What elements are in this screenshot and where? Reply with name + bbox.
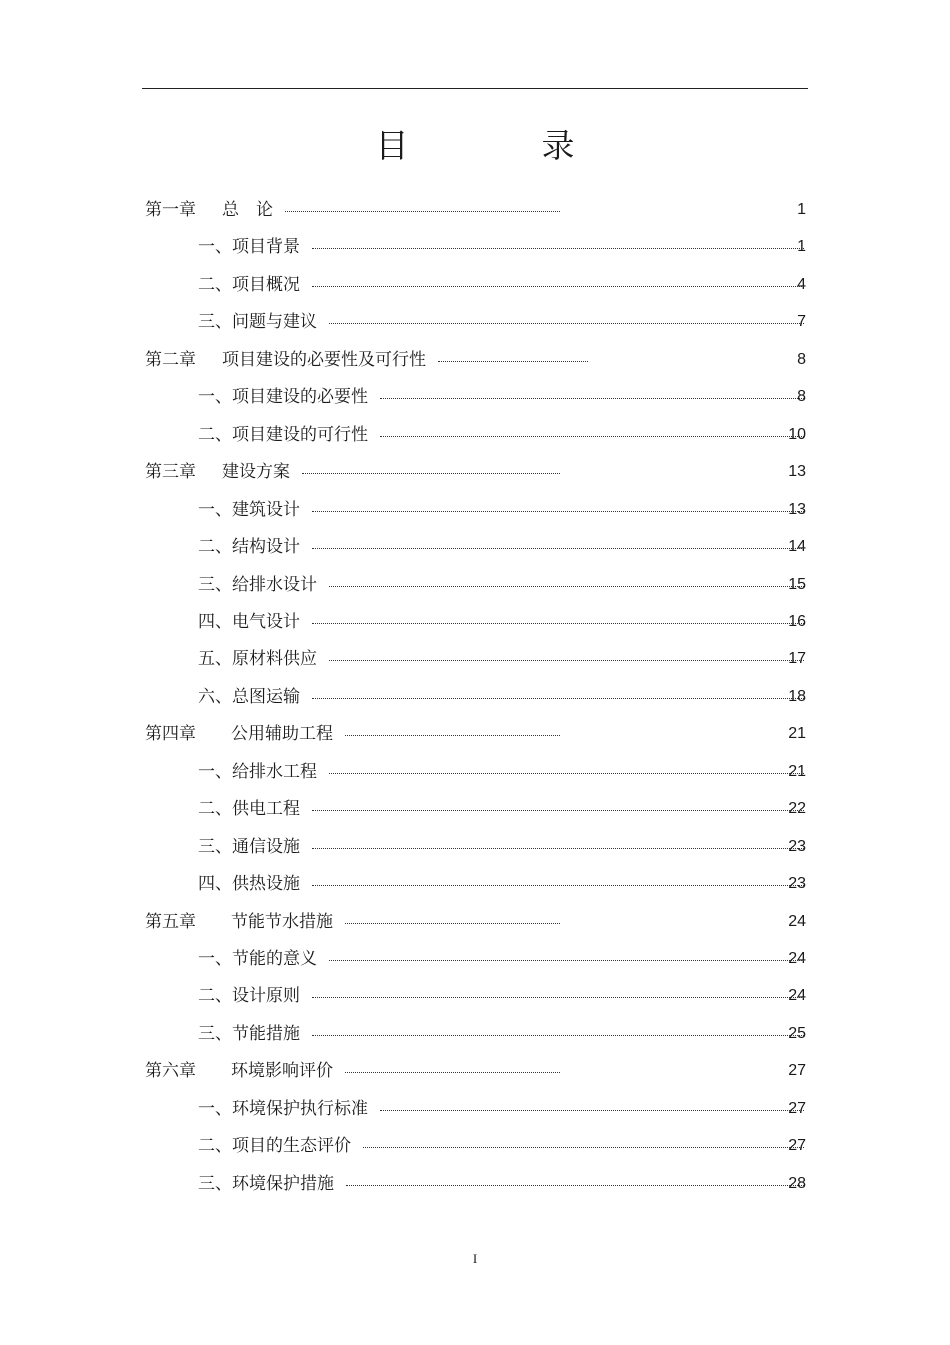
toc-entry-title: 三、节能措施 [198,1024,300,1044]
toc-page-number: 27 [788,1100,806,1117]
toc-section-entry[interactable] [0,498,950,522]
toc-dot-leader [380,1110,804,1111]
toc-section-entry[interactable] [0,573,950,597]
toc-dot-leader [329,586,804,587]
toc-chapter-number: 第六章 [145,1061,196,1081]
toc-entry-title: 三、问题与建议 [198,312,317,332]
toc-dot-leader [345,1072,560,1073]
toc-entry-title: 一、项目背景 [198,237,300,257]
toc-page-number: 24 [788,950,806,967]
toc-dot-leader [312,1035,804,1036]
toc-section-entry[interactable] [0,947,950,971]
toc-chapter-entry[interactable] [0,198,950,222]
toc-section-entry[interactable] [0,984,950,1008]
toc-entry-title: 二、项目的生态评价 [198,1136,351,1156]
toc-entry-title: 一、节能的意义 [198,949,317,969]
page-number: I [472,1251,478,1266]
toc-dot-leader [329,323,804,324]
toc-chapter-number: 第一章 [145,200,196,220]
toc-dot-leader [345,923,560,924]
toc-entry-title: 三、给排水设计 [198,575,317,595]
toc-chapter-entry[interactable] [0,910,950,934]
toc-section-entry[interactable] [0,797,950,821]
toc-section-entry[interactable] [0,610,950,634]
toc-dot-leader [438,361,588,362]
toc-dot-leader [346,1185,804,1186]
toc-dot-leader [312,548,804,549]
toc-entry-title: 四、供热设施 [198,874,300,894]
toc-chapter-entry[interactable] [0,348,950,372]
toc-section-entry[interactable] [0,385,950,409]
toc-entry-title: 五、原材料供应 [198,649,317,669]
toc-dot-leader [312,286,804,287]
toc-page-number: 21 [788,763,806,780]
toc-dot-leader [312,698,804,699]
toc-chapter-number: 第三章 [145,462,196,482]
toc-section-entry[interactable] [0,760,950,784]
toc-chapter-entry[interactable] [0,722,950,746]
toc-page-number: 8 [797,388,806,405]
toc-section-entry[interactable] [0,1022,950,1046]
toc-entry-title: 建设方案 [222,462,290,482]
toc-section-entry[interactable] [0,1172,950,1196]
toc-dot-leader [312,810,804,811]
toc-section-entry[interactable] [0,423,950,447]
toc-page-number: 14 [788,538,806,555]
toc-page-number: 24 [788,987,806,1004]
toc-entry-title: 四、电气设计 [198,612,300,632]
toc-entry-title: 总 论 [222,200,273,220]
toc-entry-title: 二、项目建设的可行性 [198,425,368,445]
toc-dot-leader [380,398,804,399]
toc-page-number: 17 [788,650,806,667]
toc-section-entry[interactable] [0,872,950,896]
toc-page-number: 15 [788,576,806,593]
toc-entry-title: 项目建设的必要性及可行性 [222,350,426,370]
toc-dot-leader [312,623,804,624]
toc-page-number: 27 [788,1137,806,1154]
toc-page-number: 1 [797,238,806,255]
toc-page-number: 13 [788,501,806,518]
toc-chapter-number: 第四章 [145,724,196,744]
toc-page-number: 23 [788,875,806,892]
toc-dot-leader [285,211,560,212]
toc-entry-title: 二、供电工程 [198,799,300,819]
toc-section-entry[interactable] [0,1097,950,1121]
toc-entry-title: 三、通信设施 [198,837,300,857]
toc-entry-title: 六、总图运输 [198,687,300,707]
toc-entry-title: 三、环境保护措施 [198,1174,334,1194]
toc-chapter-entry[interactable] [0,1059,950,1083]
toc-chapter-entry[interactable] [0,460,950,484]
toc-dot-leader [363,1147,804,1148]
toc-page-number: 13 [788,463,806,480]
toc-section-entry[interactable] [0,235,950,259]
toc-entry-title: 二、项目概况 [198,275,300,295]
toc-page-number: 10 [788,426,806,443]
toc-section-entry[interactable] [0,835,950,859]
toc-dot-leader [312,511,804,512]
toc-section-entry[interactable] [0,535,950,559]
toc-dot-leader [312,848,804,849]
toc-page-number: 4 [797,276,806,293]
toc-page-number: 21 [788,725,806,742]
toc-page-number: 27 [788,1062,806,1079]
toc-section-entry[interactable] [0,647,950,671]
toc-page-number: 18 [788,688,806,705]
toc-page-number: 7 [797,313,806,330]
toc-entry-title: 一、环境保护执行标准 [198,1099,368,1119]
toc-entry-title: 一、给排水工程 [198,762,317,782]
toc-entry-title: 一、项目建设的必要性 [198,387,368,407]
toc-dot-leader [312,248,804,249]
toc-page-number: 23 [788,838,806,855]
toc-section-entry[interactable] [0,685,950,709]
toc-entry-title: 二、结构设计 [198,537,300,557]
toc-page-number: 24 [788,913,806,930]
toc-entry-title: 公用辅助工程 [231,724,333,744]
toc-dot-leader [380,436,804,437]
toc-section-entry[interactable] [0,273,950,297]
toc-entry-title: 节能节水措施 [231,912,333,932]
toc-dot-leader [329,773,804,774]
toc-page-number: 1 [797,201,806,218]
toc-chapter-number: 第五章 [145,912,196,932]
header-rule [142,88,808,89]
toc-page-number: 16 [788,613,806,630]
page-title: 目 录 [375,126,625,165]
toc-section-entry[interactable] [0,310,950,334]
toc-dot-leader [312,997,804,998]
toc-entry-title: 环境影响评价 [231,1061,333,1081]
toc-dot-leader [302,473,560,474]
toc-dot-leader [345,735,560,736]
toc-entry-title: 一、建筑设计 [198,500,300,520]
toc-dot-leader [329,660,804,661]
toc-dot-leader [312,885,804,886]
toc-page-number: 25 [788,1025,806,1042]
toc-page-number: 22 [788,800,806,817]
toc-page-number: 28 [788,1175,806,1192]
toc-dot-leader [329,960,804,961]
toc-section-entry[interactable] [0,1134,950,1158]
toc-entry-title: 二、设计原则 [198,986,300,1006]
toc-chapter-number: 第二章 [145,350,196,370]
toc-page-number: 8 [797,351,806,368]
